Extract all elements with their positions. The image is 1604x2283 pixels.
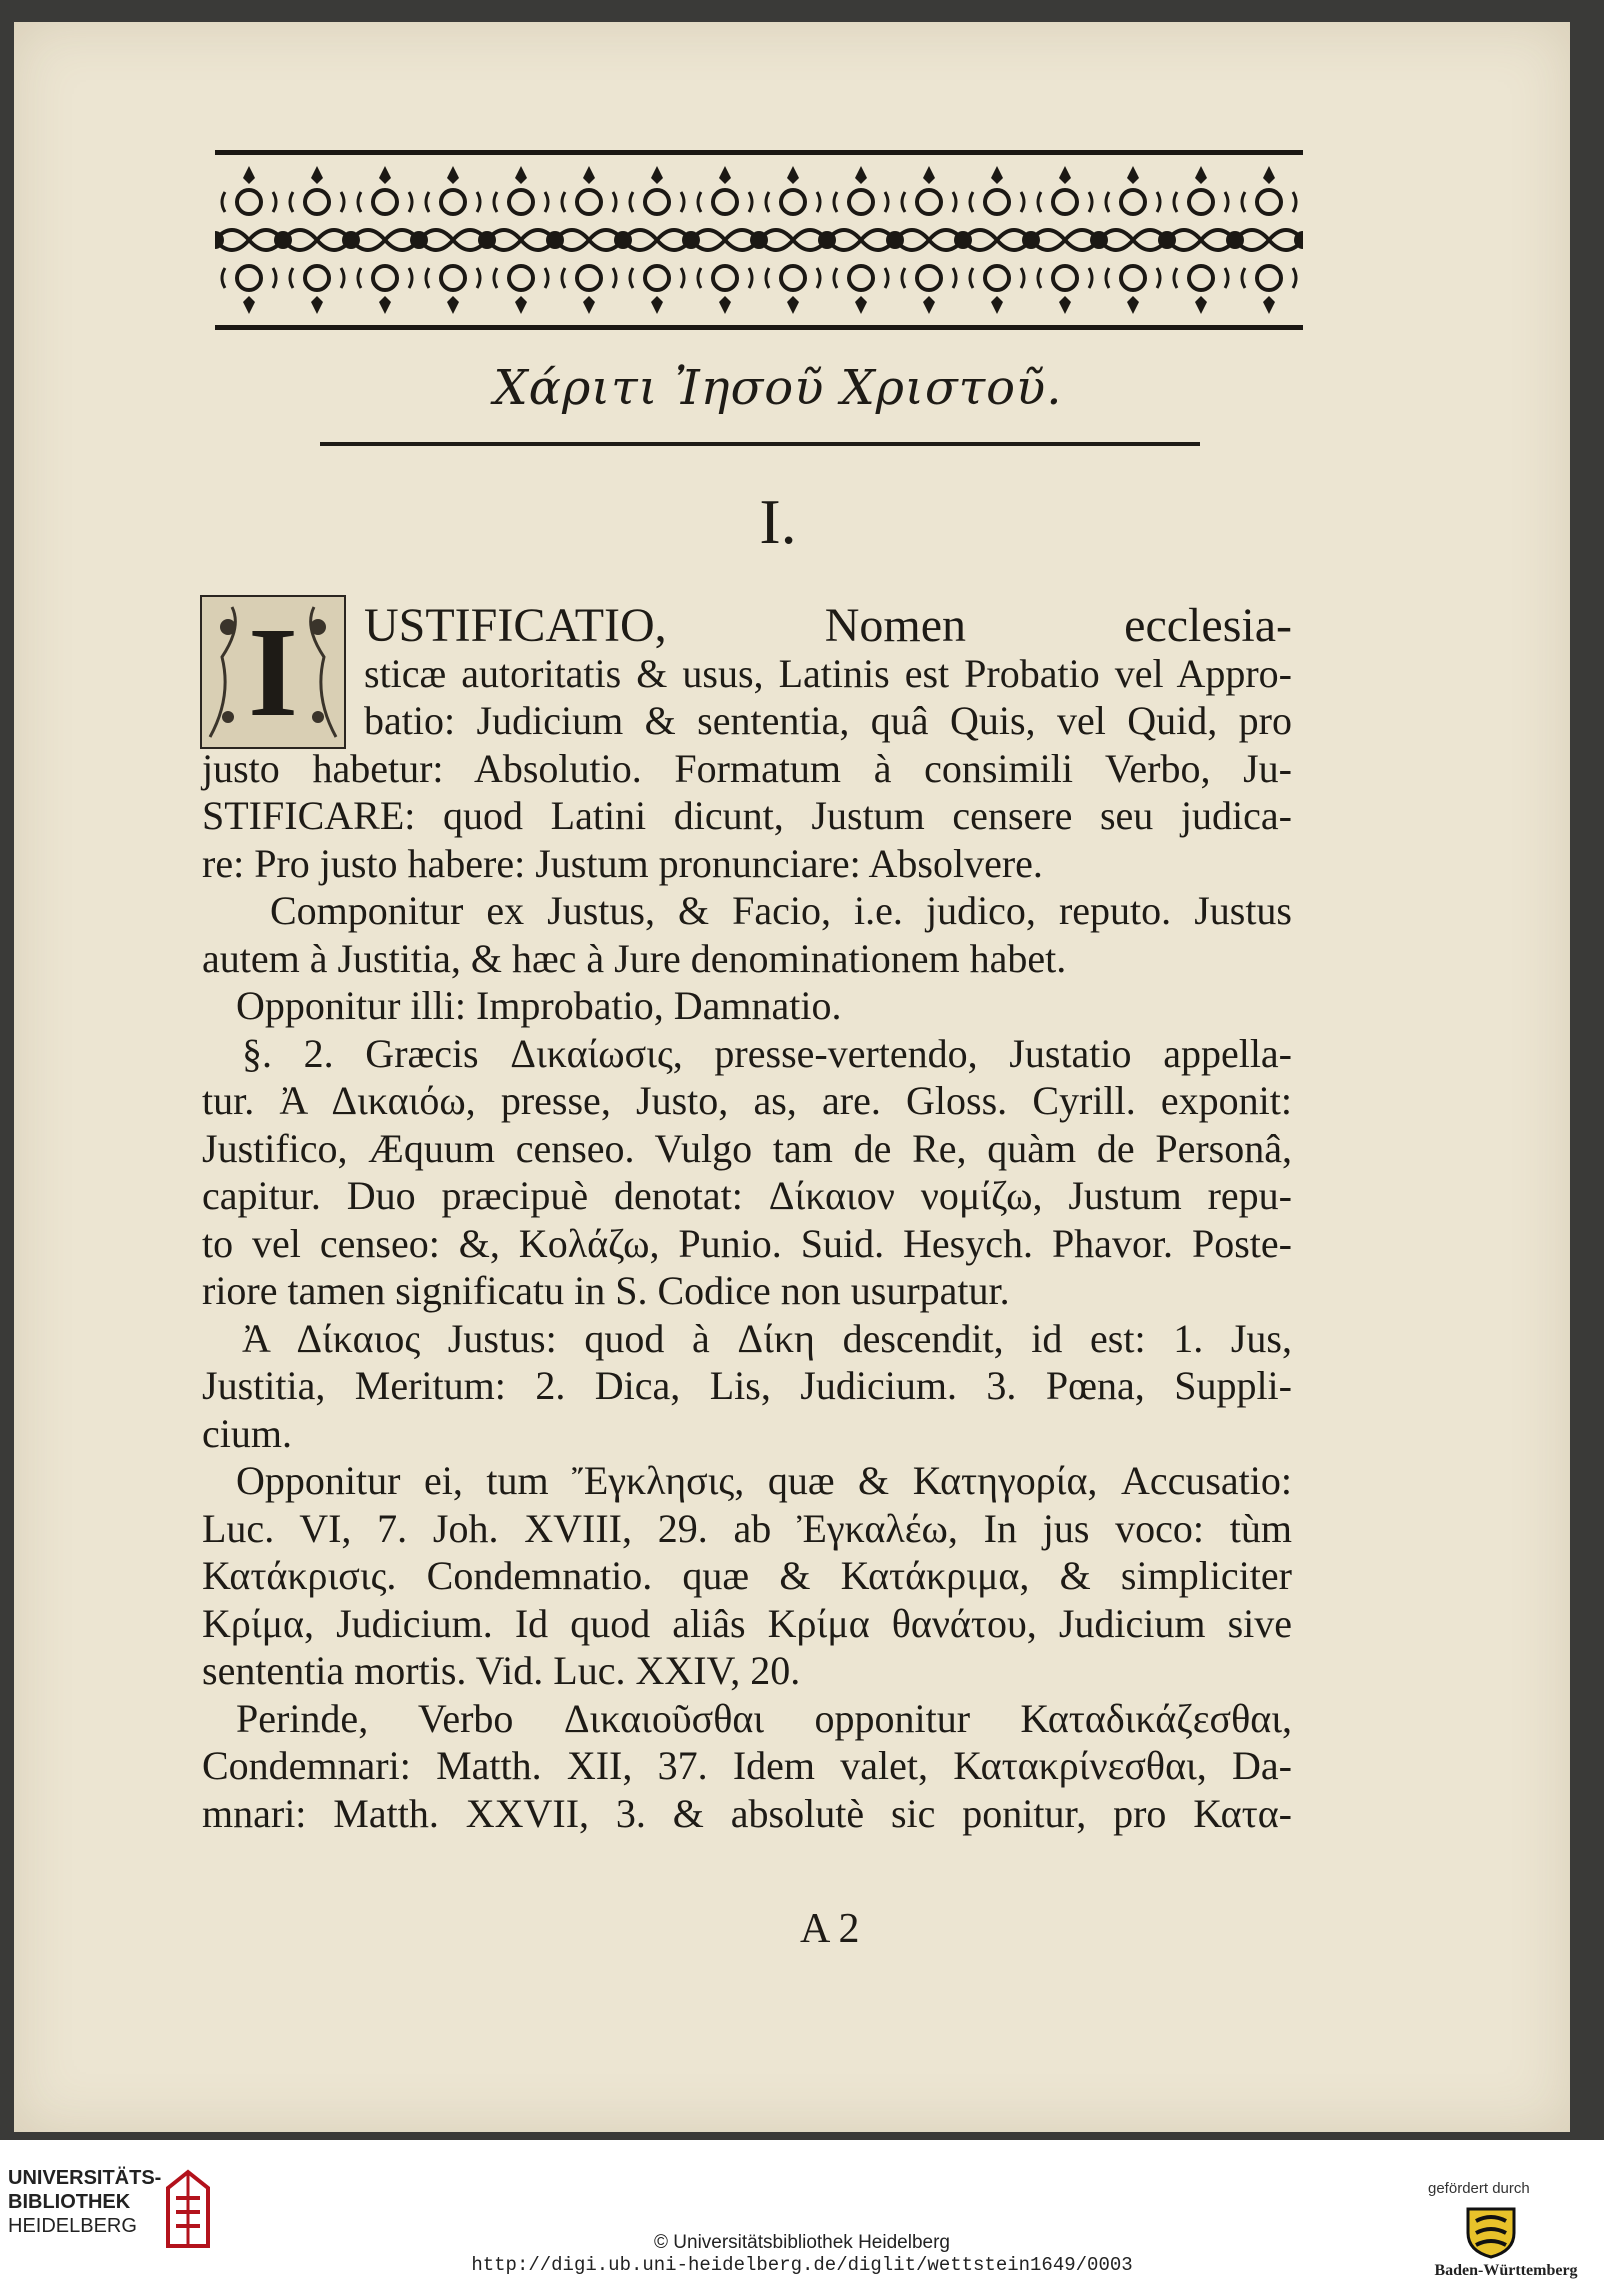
text-line: Luc. VI, 7. Joh. XVIII, 29. ab Ἐγκαλέω, In jus voco: tùm — [202, 1505, 1292, 1551]
text-line: batio: Judicium & sententia, quâ Quis, vel Quid, pro — [364, 698, 1292, 743]
library-name-line: UNIVERSITÄTS- — [8, 2167, 162, 2189]
text-line: Opponitur illi: Improbatio, Damnatio. — [236, 983, 842, 1028]
text-line: capitur. Duo præcipuè denotat: Δίκαιον νομίζω, Justum repu- — [202, 1173, 1292, 1218]
library-name-line: HEIDELBERG — [8, 2215, 137, 2237]
text-line: Perinde, Verbo Δικαιοῦσθαι opponitur Καταδικάζεσθαι, — [236, 1695, 1292, 1741]
text-line: tur. Ἀ Δικαιόω, presse, Justo, as, are. Gloss. Cyrill. exponit: — [202, 1078, 1292, 1123]
university-library-logo[interactable] — [8, 2166, 168, 2238]
text-line: sticæ autoritatis & usus, Latinis est Probatio vel Appro- — [364, 650, 1292, 696]
text-line: Justitia, Meritum: 2. Dica, Lis, Judicium. 3. Pœna, Suppli- — [202, 1363, 1292, 1408]
initial-letter: I — [248, 601, 298, 743]
copyright-notice: © Universitätsbibliothek Heidelberg — [654, 2232, 950, 2253]
text-line: autem à Justitia, & hæc à Jure denominationem habet. — [202, 935, 1067, 981]
text-line: Condemnari: Matth. XII, 37. Idem valet, Κατακρίνεσθαι, Da- — [202, 1743, 1292, 1788]
funded-by-label: gefördert durch — [1428, 2180, 1530, 2197]
text-line: riore tamen significatu in S. Codice non usurpatur. — [202, 1268, 1010, 1313]
ornamental-headpiece — [215, 150, 1303, 330]
funder-label: Baden-Württemberg — [1434, 2262, 1578, 2279]
text-line: Ἀ Δίκαιος Justus: quod à Δίκη descendit, id est: 1. Jus, — [242, 1315, 1292, 1361]
text-line: Justifico, Æquum censeo. Vulgo tam de Re, quàm de Personâ, — [202, 1125, 1292, 1171]
text-line: STIFICARE: quod Latini dicunt, Justum censere seu judica- — [202, 793, 1292, 838]
headpiece-pattern — [215, 162, 1303, 318]
text-line: justo habetur: Absolutio. Formatum à consimili Verbo, Ju- — [202, 745, 1292, 791]
headpiece-bottom-rule — [215, 325, 1303, 330]
headpiece-top-rule — [215, 150, 1303, 155]
text-line: Componitur ex Justus, & Facio, i.e. judico, reputo. Justus — [270, 888, 1292, 933]
text-line: cium. — [202, 1410, 292, 1456]
text-line: re: Pro justo habere: Justum pronunciare: Absolvere. — [202, 840, 1043, 886]
text-line: Opponitur ei, tum Ἔγκλησις, quæ & Κατηγορία, Accusatio: — [236, 1458, 1292, 1503]
section-numeral: I. — [759, 486, 797, 557]
page-signature: A 2 — [800, 1906, 860, 1952]
greek-heading: Χάριτι Ἰησοῦ Χριστοῦ. — [493, 360, 1063, 416]
text-line: Κρίμα, Judicium. Id quod aliâs Κρίμα θανάτου, Judicium sive — [202, 1600, 1292, 1646]
text-line: sententia mortis. Vid. Luc. XXIV, 20. — [202, 1648, 801, 1693]
heading-rule — [320, 442, 1200, 446]
text-line: USTIFICATIO, Nomen ecclesia- — [364, 599, 1292, 652]
text-line: to vel censeo: &, Κολάζω, Punio. Suid. Hesych. Phavor. Poste- — [202, 1220, 1292, 1266]
text-line: mnari: Matth. XXVII, 3. & absolutè sic ponitur, pro Κατα- — [202, 1790, 1292, 1836]
baden-wuerttemberg-seal-icon — [1462, 2203, 1520, 2259]
text-line: Κατάκρισις. Condemnatio. quæ & Κατάκριμα, & simpliciter — [202, 1553, 1292, 1598]
text-line: §. 2. Græcis Δικαίωσις, presse-vertendo, Justatio appella- — [242, 1030, 1292, 1076]
permalink-url[interactable]: http://digi.ub.uni-heidelberg.de/diglit/wettstein1649/0003 — [471, 2254, 1133, 2276]
library-name-line: BIBLIOTHEK — [8, 2191, 131, 2213]
main-text — [202, 599, 1292, 1837]
